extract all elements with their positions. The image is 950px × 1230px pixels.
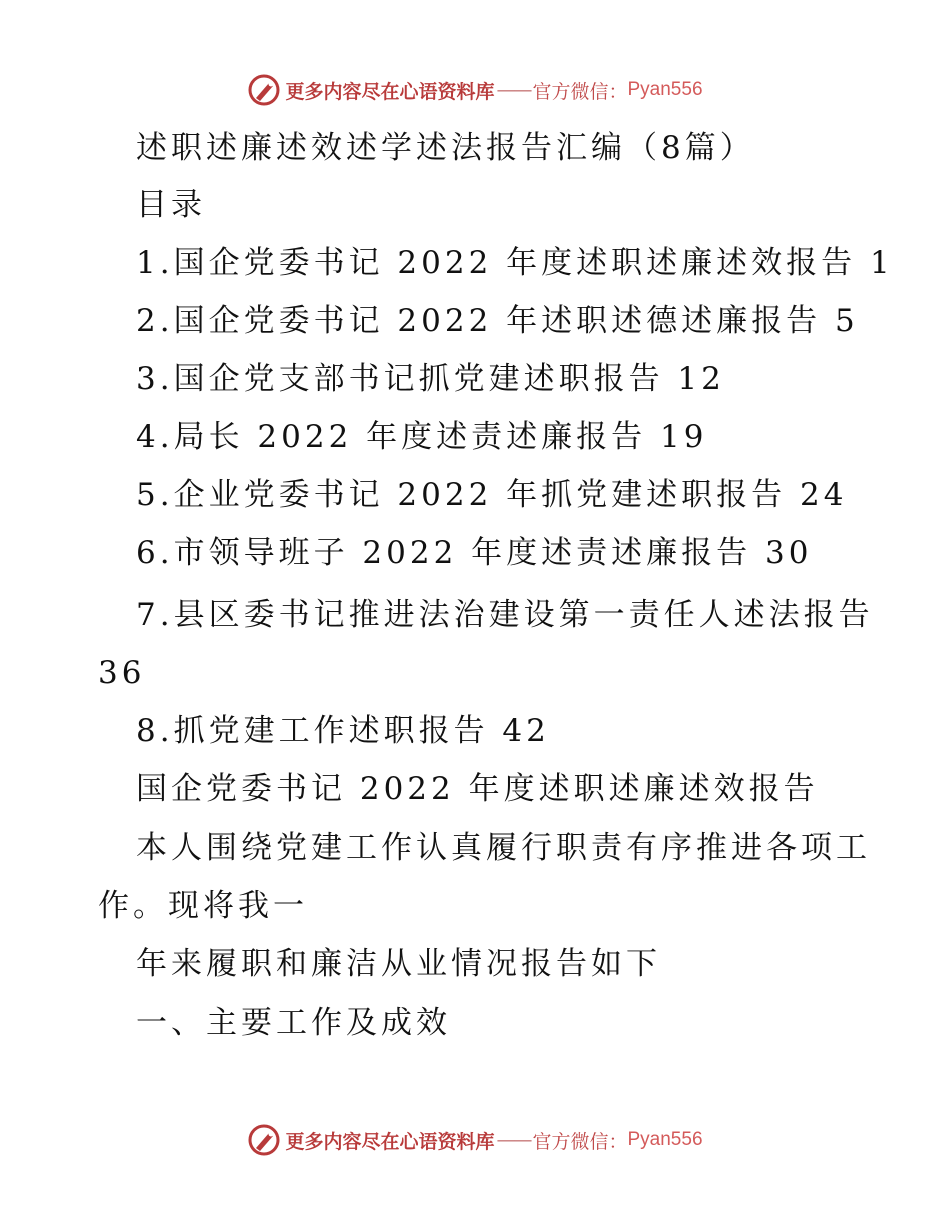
- paragraph-1-line-2: 作。现将我一: [98, 888, 308, 924]
- paragraph-2: 年来履职和廉洁从业情况报告如下: [136, 946, 661, 982]
- pen-circle-logo-icon: [247, 73, 281, 107]
- contact-label: 官方微信：: [532, 1130, 628, 1153]
- toc-item-7[interactable]: 7.县区委书记推进法治建设第一责任人述法报告: [136, 597, 874, 633]
- promo-text: 更多内容尽在心语资料库: [285, 80, 495, 103]
- toc-item-2[interactable]: 2.国企党委书记 2022 年述职述德述廉报告 5: [136, 303, 859, 339]
- pen-circle-logo-icon: [247, 1123, 281, 1157]
- promo-text: 更多内容尽在心语资料库: [285, 1130, 495, 1153]
- toc-item-4[interactable]: 4.局长 2022 年度述责述廉报告 19: [136, 419, 708, 455]
- banner-dash: ——: [496, 79, 531, 101]
- toc-heading: 目录: [136, 187, 206, 223]
- contact-id: Pyan556: [627, 1129, 703, 1150]
- toc-item-5[interactable]: 5.企业党委书记 2022 年抓党建述职报告 24: [136, 477, 848, 513]
- paragraph-1-line-1: 本人围绕党建工作认真履行职责有序推进各项工: [136, 830, 871, 866]
- footer-banner: [0, 1118, 950, 1162]
- toc-item-6[interactable]: 6.市领导班子 2022 年度述责述廉报告 30: [136, 535, 813, 571]
- contact-label: 官方微信：: [532, 80, 628, 103]
- toc-item-3[interactable]: 3.国企党支部书记抓党建述职报告 12: [136, 361, 725, 397]
- heading-1: 一、主要工作及成效: [136, 1005, 451, 1041]
- toc-item-8[interactable]: 8.抓党建工作述职报告 42: [136, 713, 550, 749]
- contact-id: Pyan556: [627, 79, 703, 100]
- toc-item-7-page[interactable]: 36: [98, 655, 146, 691]
- toc-item-1[interactable]: 1.国企党委书记 2022 年度述职述廉述效报告 1: [136, 245, 894, 281]
- banner-dash: ——: [496, 1129, 531, 1151]
- header-banner: [0, 68, 950, 112]
- section-title: 国企党委书记 2022 年度述职述廉述效报告: [136, 771, 819, 807]
- document-title: 述职述廉述效述学述法报告汇编（8篇）: [136, 130, 755, 166]
